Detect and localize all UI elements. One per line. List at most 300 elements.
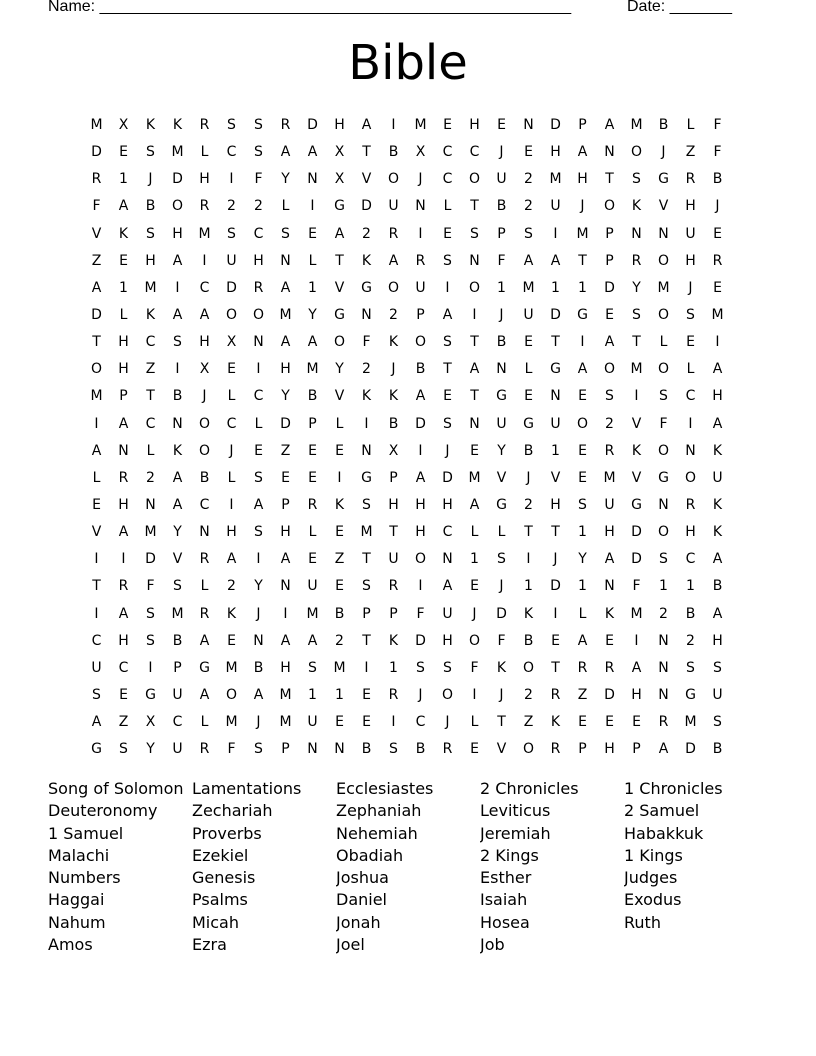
grid-cell[interactable]: A xyxy=(388,252,399,269)
grid-cell[interactable]: E xyxy=(308,225,317,242)
grid-cell[interactable]: U xyxy=(388,551,399,568)
grid-cell[interactable]: O xyxy=(468,171,481,188)
grid-cell[interactable]: N xyxy=(496,361,507,378)
grid-cell[interactable]: M xyxy=(144,279,157,296)
grid-cell[interactable]: K xyxy=(361,388,372,405)
grid-cell[interactable]: E xyxy=(335,714,344,731)
grid-cell[interactable]: Y xyxy=(308,307,317,324)
grid-cell[interactable]: C xyxy=(199,497,210,514)
grid-cell[interactable]: F xyxy=(713,144,722,161)
grid-cell[interactable]: H xyxy=(577,171,588,188)
grid-cell[interactable]: A xyxy=(91,442,102,459)
grid-cell[interactable]: S xyxy=(254,117,263,134)
grid-cell[interactable]: E xyxy=(524,388,533,405)
grid-cell[interactable]: R xyxy=(550,687,561,704)
grid-cell[interactable]: T xyxy=(605,171,614,188)
grid-cell[interactable]: D xyxy=(172,171,183,188)
grid-cell[interactable]: A xyxy=(577,144,588,161)
grid-cell[interactable]: T xyxy=(578,252,587,269)
grid-cell[interactable]: D xyxy=(604,279,615,296)
grid-cell[interactable]: M xyxy=(90,388,103,405)
grid-cell[interactable]: N xyxy=(280,578,291,595)
grid-cell[interactable]: A xyxy=(604,334,615,351)
grid-cell[interactable]: D xyxy=(604,687,615,704)
grid-cell[interactable]: 1 xyxy=(470,551,479,568)
grid-cell[interactable]: B xyxy=(361,741,372,758)
grid-cell[interactable]: E xyxy=(362,687,371,704)
grid-cell[interactable]: R xyxy=(388,687,399,704)
grid-cell[interactable]: D xyxy=(496,605,507,622)
grid-cell[interactable]: A xyxy=(118,605,129,622)
grid-cell[interactable]: 1 xyxy=(578,524,587,541)
grid-cell[interactable]: V xyxy=(496,469,507,486)
grid-cell[interactable]: R xyxy=(577,659,588,676)
grid-cell[interactable]: B xyxy=(712,578,723,595)
grid-cell[interactable]: O xyxy=(441,687,454,704)
grid-cell[interactable]: X xyxy=(334,171,345,188)
grid-cell[interactable]: K xyxy=(226,605,237,622)
grid-cell[interactable]: T xyxy=(632,334,641,351)
grid-cell[interactable]: F xyxy=(713,117,722,134)
grid-cell[interactable]: G xyxy=(550,361,561,378)
grid-cell[interactable]: C xyxy=(685,551,696,568)
grid-cell[interactable]: N xyxy=(361,307,372,324)
grid-cell[interactable]: V xyxy=(334,388,345,405)
grid-cell[interactable]: A xyxy=(253,497,264,514)
grid-cell[interactable]: A xyxy=(469,361,480,378)
grid-cell[interactable]: H xyxy=(604,741,615,758)
grid-cell[interactable]: O xyxy=(630,144,643,161)
grid-cell[interactable]: R xyxy=(442,741,453,758)
grid-cell[interactable]: U xyxy=(604,497,615,514)
grid-cell[interactable]: A xyxy=(361,117,372,134)
grid-cell[interactable]: R xyxy=(604,442,615,459)
grid-cell[interactable]: X xyxy=(199,361,210,378)
grid-cell[interactable]: B xyxy=(712,741,723,758)
grid-cell[interactable]: T xyxy=(362,144,371,161)
grid-cell[interactable]: Y xyxy=(254,578,263,595)
grid-cell[interactable]: I xyxy=(256,361,261,378)
grid-cell[interactable]: E xyxy=(524,144,533,161)
grid-cell[interactable]: H xyxy=(334,117,345,134)
grid-cell[interactable]: P xyxy=(308,415,317,432)
grid-cell[interactable]: J xyxy=(472,605,477,622)
grid-cell[interactable]: L xyxy=(470,524,479,541)
grid-cell[interactable]: R xyxy=(631,252,642,269)
grid-cell[interactable]: P xyxy=(578,741,587,758)
grid-cell[interactable]: L xyxy=(470,714,479,731)
grid-cell[interactable]: O xyxy=(576,415,589,432)
grid-cell[interactable]: H xyxy=(442,632,453,649)
grid-cell[interactable]: B xyxy=(415,361,426,378)
grid-cell[interactable]: M xyxy=(522,279,535,296)
grid-cell[interactable]: A xyxy=(118,415,129,432)
grid-cell[interactable]: T xyxy=(551,524,560,541)
grid-cell[interactable]: M xyxy=(576,225,589,242)
grid-cell[interactable]: S xyxy=(362,497,371,514)
grid-cell[interactable]: I xyxy=(175,279,180,296)
grid-cell[interactable]: K xyxy=(172,117,183,134)
grid-cell[interactable]: T xyxy=(443,361,452,378)
grid-cell[interactable]: Y xyxy=(281,388,290,405)
grid-cell[interactable]: V xyxy=(631,415,642,432)
grid-cell[interactable]: D xyxy=(91,144,102,161)
grid-cell[interactable]: F xyxy=(146,578,155,595)
grid-cell[interactable]: A xyxy=(658,741,669,758)
grid-cell[interactable]: R xyxy=(280,117,291,134)
grid-cell[interactable]: S xyxy=(443,334,452,351)
grid-cell[interactable]: U xyxy=(307,714,318,731)
grid-cell[interactable]: M xyxy=(225,659,238,676)
grid-cell[interactable]: D xyxy=(91,307,102,324)
grid-cell[interactable]: L xyxy=(497,524,506,541)
grid-cell[interactable]: H xyxy=(145,252,156,269)
grid-cell[interactable]: H xyxy=(172,225,183,242)
grid-cell[interactable]: S xyxy=(146,632,155,649)
grid-cell[interactable]: U xyxy=(712,469,723,486)
grid-cell[interactable]: A xyxy=(280,334,291,351)
grid-cell[interactable]: F xyxy=(362,334,371,351)
grid-cell[interactable]: A xyxy=(307,632,318,649)
grid-cell[interactable]: M xyxy=(279,687,292,704)
grid-cell[interactable]: 1 xyxy=(308,279,317,296)
grid-cell[interactable]: M xyxy=(306,361,319,378)
grid-cell[interactable]: I xyxy=(418,225,423,242)
grid-cell[interactable]: J xyxy=(715,198,720,215)
grid-cell[interactable]: C xyxy=(226,415,237,432)
grid-cell[interactable]: J xyxy=(580,198,585,215)
grid-cell[interactable]: Z xyxy=(280,442,291,459)
grid-cell[interactable]: U xyxy=(712,687,723,704)
grid-cell[interactable]: M xyxy=(171,605,184,622)
grid-cell[interactable]: F xyxy=(254,171,263,188)
grid-cell[interactable]: M xyxy=(630,605,643,622)
grid-cell[interactable]: E xyxy=(578,388,587,405)
grid-cell[interactable]: V xyxy=(550,469,561,486)
grid-cell[interactable]: B xyxy=(199,469,210,486)
grid-cell[interactable]: Y xyxy=(497,442,506,459)
grid-cell[interactable]: S xyxy=(227,225,236,242)
grid-cell[interactable]: E xyxy=(605,632,614,649)
grid-cell[interactable]: F xyxy=(227,741,236,758)
grid-cell[interactable]: O xyxy=(522,741,535,758)
grid-cell[interactable]: E xyxy=(335,578,344,595)
grid-cell[interactable]: L xyxy=(524,361,533,378)
grid-cell[interactable]: Y xyxy=(173,524,182,541)
grid-cell[interactable]: M xyxy=(333,659,346,676)
grid-cell[interactable]: K xyxy=(172,442,183,459)
grid-cell[interactable]: R xyxy=(199,741,210,758)
grid-cell[interactable]: R xyxy=(388,225,399,242)
grid-cell[interactable]: U xyxy=(550,198,561,215)
grid-cell[interactable]: O xyxy=(225,307,238,324)
grid-cell[interactable]: D xyxy=(280,415,291,432)
grid-cell[interactable]: S xyxy=(443,252,452,269)
grid-cell[interactable]: S xyxy=(686,659,695,676)
grid-cell[interactable]: H xyxy=(280,659,291,676)
grid-cell[interactable]: B xyxy=(388,144,399,161)
grid-cell[interactable]: E xyxy=(92,497,101,514)
grid-cell[interactable]: L xyxy=(92,469,101,486)
grid-cell[interactable]: Y xyxy=(281,171,290,188)
grid-cell[interactable]: S xyxy=(254,469,263,486)
grid-cell[interactable]: H xyxy=(415,497,426,514)
grid-cell[interactable]: V xyxy=(658,198,669,215)
grid-cell[interactable]: E xyxy=(713,279,722,296)
grid-cell[interactable]: A xyxy=(550,252,561,269)
grid-cell[interactable]: H xyxy=(712,388,723,405)
grid-cell[interactable]: D xyxy=(145,551,156,568)
grid-cell[interactable]: A xyxy=(604,117,615,134)
grid-cell[interactable]: Y xyxy=(146,741,155,758)
grid-cell[interactable]: E xyxy=(632,714,641,731)
grid-cell[interactable]: L xyxy=(227,469,236,486)
grid-cell[interactable]: L xyxy=(119,307,128,324)
grid-cell[interactable]: E xyxy=(524,334,533,351)
grid-cell[interactable]: G xyxy=(496,388,507,405)
grid-cell[interactable]: 1 xyxy=(686,578,695,595)
grid-cell[interactable]: O xyxy=(522,659,535,676)
grid-cell[interactable]: H xyxy=(118,334,129,351)
grid-cell[interactable]: C xyxy=(253,388,264,405)
grid-cell[interactable]: V xyxy=(361,171,372,188)
grid-cell[interactable]: 1 xyxy=(119,171,128,188)
grid-cell[interactable]: C xyxy=(172,714,183,731)
grid-cell[interactable]: A xyxy=(118,198,129,215)
grid-cell[interactable]: N xyxy=(118,442,129,459)
grid-cell[interactable]: E xyxy=(470,741,479,758)
name-field[interactable]: Name: _____________________________________________________ xyxy=(48,0,572,15)
grid-cell[interactable]: M xyxy=(198,225,211,242)
grid-cell[interactable]: H xyxy=(280,361,291,378)
grid-cell[interactable]: E xyxy=(362,714,371,731)
grid-cell[interactable]: G xyxy=(361,469,372,486)
grid-cell[interactable]: E xyxy=(227,361,236,378)
grid-cell[interactable]: K xyxy=(712,497,723,514)
grid-cell[interactable]: B xyxy=(496,198,507,215)
grid-cell[interactable]: E xyxy=(443,225,452,242)
grid-cell[interactable]: T xyxy=(551,659,560,676)
grid-cell[interactable]: A xyxy=(280,144,291,161)
grid-cell[interactable]: H xyxy=(685,198,696,215)
grid-cell[interactable]: S xyxy=(443,415,452,432)
grid-cell[interactable]: I xyxy=(283,605,288,622)
grid-cell[interactable]: M xyxy=(225,714,238,731)
grid-cell[interactable]: L xyxy=(443,198,452,215)
grid-cell[interactable]: H xyxy=(550,497,561,514)
grid-cell[interactable]: K xyxy=(712,442,723,459)
grid-cell[interactable]: E xyxy=(308,469,317,486)
grid-cell[interactable]: E xyxy=(308,442,317,459)
grid-cell[interactable]: D xyxy=(550,578,561,595)
grid-cell[interactable]: K xyxy=(631,442,642,459)
grid-cell[interactable]: C xyxy=(442,171,453,188)
grid-cell[interactable]: I xyxy=(148,659,153,676)
grid-cell[interactable]: S xyxy=(389,741,398,758)
grid-cell[interactable]: O xyxy=(252,307,265,324)
grid-cell[interactable]: J xyxy=(418,687,423,704)
grid-cell[interactable]: A xyxy=(172,497,183,514)
grid-cell[interactable]: N xyxy=(145,497,156,514)
grid-cell[interactable]: R xyxy=(604,659,615,676)
grid-cell[interactable]: A xyxy=(199,307,210,324)
grid-cell[interactable]: 1 xyxy=(524,578,533,595)
grid-cell[interactable]: S xyxy=(173,334,182,351)
grid-cell[interactable]: U xyxy=(442,605,453,622)
grid-cell[interactable]: 1 xyxy=(659,578,668,595)
grid-cell[interactable]: M xyxy=(711,307,724,324)
grid-cell[interactable]: V xyxy=(496,741,507,758)
grid-cell[interactable]: V xyxy=(334,279,345,296)
grid-cell[interactable]: L xyxy=(686,117,695,134)
grid-cell[interactable]: G xyxy=(334,307,345,324)
grid-cell[interactable]: I xyxy=(634,632,639,649)
grid-cell[interactable]: O xyxy=(657,361,670,378)
grid-cell[interactable]: 2 xyxy=(524,198,533,215)
grid-cell[interactable]: E xyxy=(281,469,290,486)
grid-cell[interactable]: 2 xyxy=(524,687,533,704)
grid-cell[interactable]: I xyxy=(364,659,369,676)
grid-cell[interactable]: H xyxy=(118,497,129,514)
grid-cell[interactable]: N xyxy=(658,497,669,514)
grid-cell[interactable]: D xyxy=(442,469,453,486)
grid-cell[interactable]: H xyxy=(226,524,237,541)
grid-cell[interactable]: 2 xyxy=(362,225,371,242)
grid-cell[interactable]: B xyxy=(307,388,318,405)
grid-cell[interactable]: O xyxy=(657,442,670,459)
grid-cell[interactable]: I xyxy=(310,198,315,215)
grid-cell[interactable]: I xyxy=(634,388,639,405)
grid-cell[interactable]: V xyxy=(91,524,102,541)
grid-cell[interactable]: T xyxy=(551,334,560,351)
grid-cell[interactable]: O xyxy=(198,442,211,459)
grid-cell[interactable]: N xyxy=(361,442,372,459)
grid-cell[interactable]: T xyxy=(362,632,371,649)
grid-cell[interactable]: M xyxy=(468,469,481,486)
grid-cell[interactable]: G xyxy=(334,198,345,215)
grid-cell[interactable]: K xyxy=(388,388,399,405)
grid-cell[interactable]: C xyxy=(145,415,156,432)
grid-cell[interactable]: M xyxy=(360,524,373,541)
grid-cell[interactable]: E xyxy=(227,632,236,649)
grid-cell[interactable]: V xyxy=(172,551,183,568)
grid-cell[interactable]: M xyxy=(306,605,319,622)
grid-cell[interactable]: G xyxy=(658,469,669,486)
grid-cell[interactable]: N xyxy=(604,144,615,161)
grid-cell[interactable]: J xyxy=(553,551,558,568)
grid-cell[interactable]: S xyxy=(578,497,587,514)
grid-cell[interactable]: N xyxy=(253,632,264,649)
grid-cell[interactable]: P xyxy=(281,497,290,514)
grid-cell[interactable]: 2 xyxy=(254,198,263,215)
grid-cell[interactable]: 1 xyxy=(389,659,398,676)
grid-cell[interactable]: L xyxy=(227,388,236,405)
grid-cell[interactable]: H xyxy=(685,524,696,541)
grid-cell[interactable]: F xyxy=(659,415,668,432)
grid-cell[interactable]: L xyxy=(308,252,317,269)
grid-cell[interactable]: O xyxy=(603,361,616,378)
grid-cell[interactable]: K xyxy=(550,714,561,731)
grid-cell[interactable]: S xyxy=(146,225,155,242)
grid-cell[interactable]: S xyxy=(146,605,155,622)
grid-cell[interactable]: N xyxy=(307,741,318,758)
grid-cell[interactable]: P xyxy=(416,307,425,324)
grid-cell[interactable]: A xyxy=(604,551,615,568)
grid-cell[interactable]: D xyxy=(550,117,561,134)
grid-cell[interactable]: 2 xyxy=(659,605,668,622)
grid-cell[interactable]: Z xyxy=(118,714,129,731)
grid-cell[interactable]: C xyxy=(253,225,264,242)
grid-cell[interactable]: J xyxy=(148,171,153,188)
grid-cell[interactable]: Y xyxy=(632,279,641,296)
grid-cell[interactable]: R xyxy=(199,117,210,134)
grid-cell[interactable]: E xyxy=(578,714,587,731)
grid-cell[interactable]: K xyxy=(145,117,156,134)
grid-cell[interactable]: D xyxy=(631,551,642,568)
grid-cell[interactable]: E xyxy=(578,469,587,486)
grid-cell[interactable]: I xyxy=(94,415,99,432)
grid-cell[interactable]: X xyxy=(226,334,237,351)
grid-cell[interactable]: S xyxy=(632,307,641,324)
grid-cell[interactable]: Y xyxy=(578,551,587,568)
grid-cell[interactable]: K xyxy=(712,524,723,541)
grid-cell[interactable]: 1 xyxy=(497,279,506,296)
grid-cell[interactable]: G xyxy=(658,171,669,188)
grid-cell[interactable]: A xyxy=(307,334,318,351)
grid-cell[interactable]: G xyxy=(577,307,588,324)
grid-cell[interactable]: R xyxy=(307,497,318,514)
grid-cell[interactable]: A xyxy=(118,524,129,541)
grid-cell[interactable]: I xyxy=(445,279,450,296)
grid-cell[interactable]: U xyxy=(523,307,534,324)
grid-cell[interactable]: S xyxy=(254,144,263,161)
grid-cell[interactable]: N xyxy=(307,171,318,188)
grid-cell[interactable]: N xyxy=(253,334,264,351)
grid-cell[interactable]: S xyxy=(443,659,452,676)
grid-cell[interactable]: S xyxy=(605,388,614,405)
grid-cell[interactable]: P xyxy=(119,388,128,405)
grid-cell[interactable]: I xyxy=(121,551,126,568)
grid-cell[interactable]: J xyxy=(661,144,666,161)
grid-cell[interactable]: K xyxy=(334,497,345,514)
grid-cell[interactable]: S xyxy=(254,741,263,758)
grid-cell[interactable]: D xyxy=(226,279,237,296)
grid-cell[interactable]: E xyxy=(713,225,722,242)
grid-cell[interactable]: P xyxy=(497,225,506,242)
grid-cell[interactable]: I xyxy=(94,551,99,568)
grid-cell[interactable]: I xyxy=(472,307,477,324)
grid-cell[interactable]: K xyxy=(145,307,156,324)
grid-cell[interactable]: I xyxy=(553,605,558,622)
grid-cell[interactable]: N xyxy=(469,252,480,269)
grid-cell[interactable]: L xyxy=(146,442,155,459)
grid-cell[interactable]: R xyxy=(199,605,210,622)
grid-cell[interactable]: J xyxy=(418,171,423,188)
grid-cell[interactable]: R xyxy=(199,198,210,215)
grid-cell[interactable]: S xyxy=(659,551,668,568)
grid-cell[interactable]: Y xyxy=(335,361,344,378)
grid-cell[interactable]: P xyxy=(632,741,641,758)
grid-cell[interactable]: F xyxy=(497,252,506,269)
grid-cell[interactable]: E xyxy=(119,687,128,704)
grid-cell[interactable]: A xyxy=(172,307,183,324)
grid-cell[interactable]: E xyxy=(119,144,128,161)
grid-cell[interactable]: S xyxy=(659,388,668,405)
grid-cell[interactable]: R xyxy=(415,252,426,269)
grid-cell[interactable]: M xyxy=(630,117,643,134)
grid-cell[interactable]: 1 xyxy=(578,279,587,296)
grid-cell[interactable]: O xyxy=(468,279,481,296)
